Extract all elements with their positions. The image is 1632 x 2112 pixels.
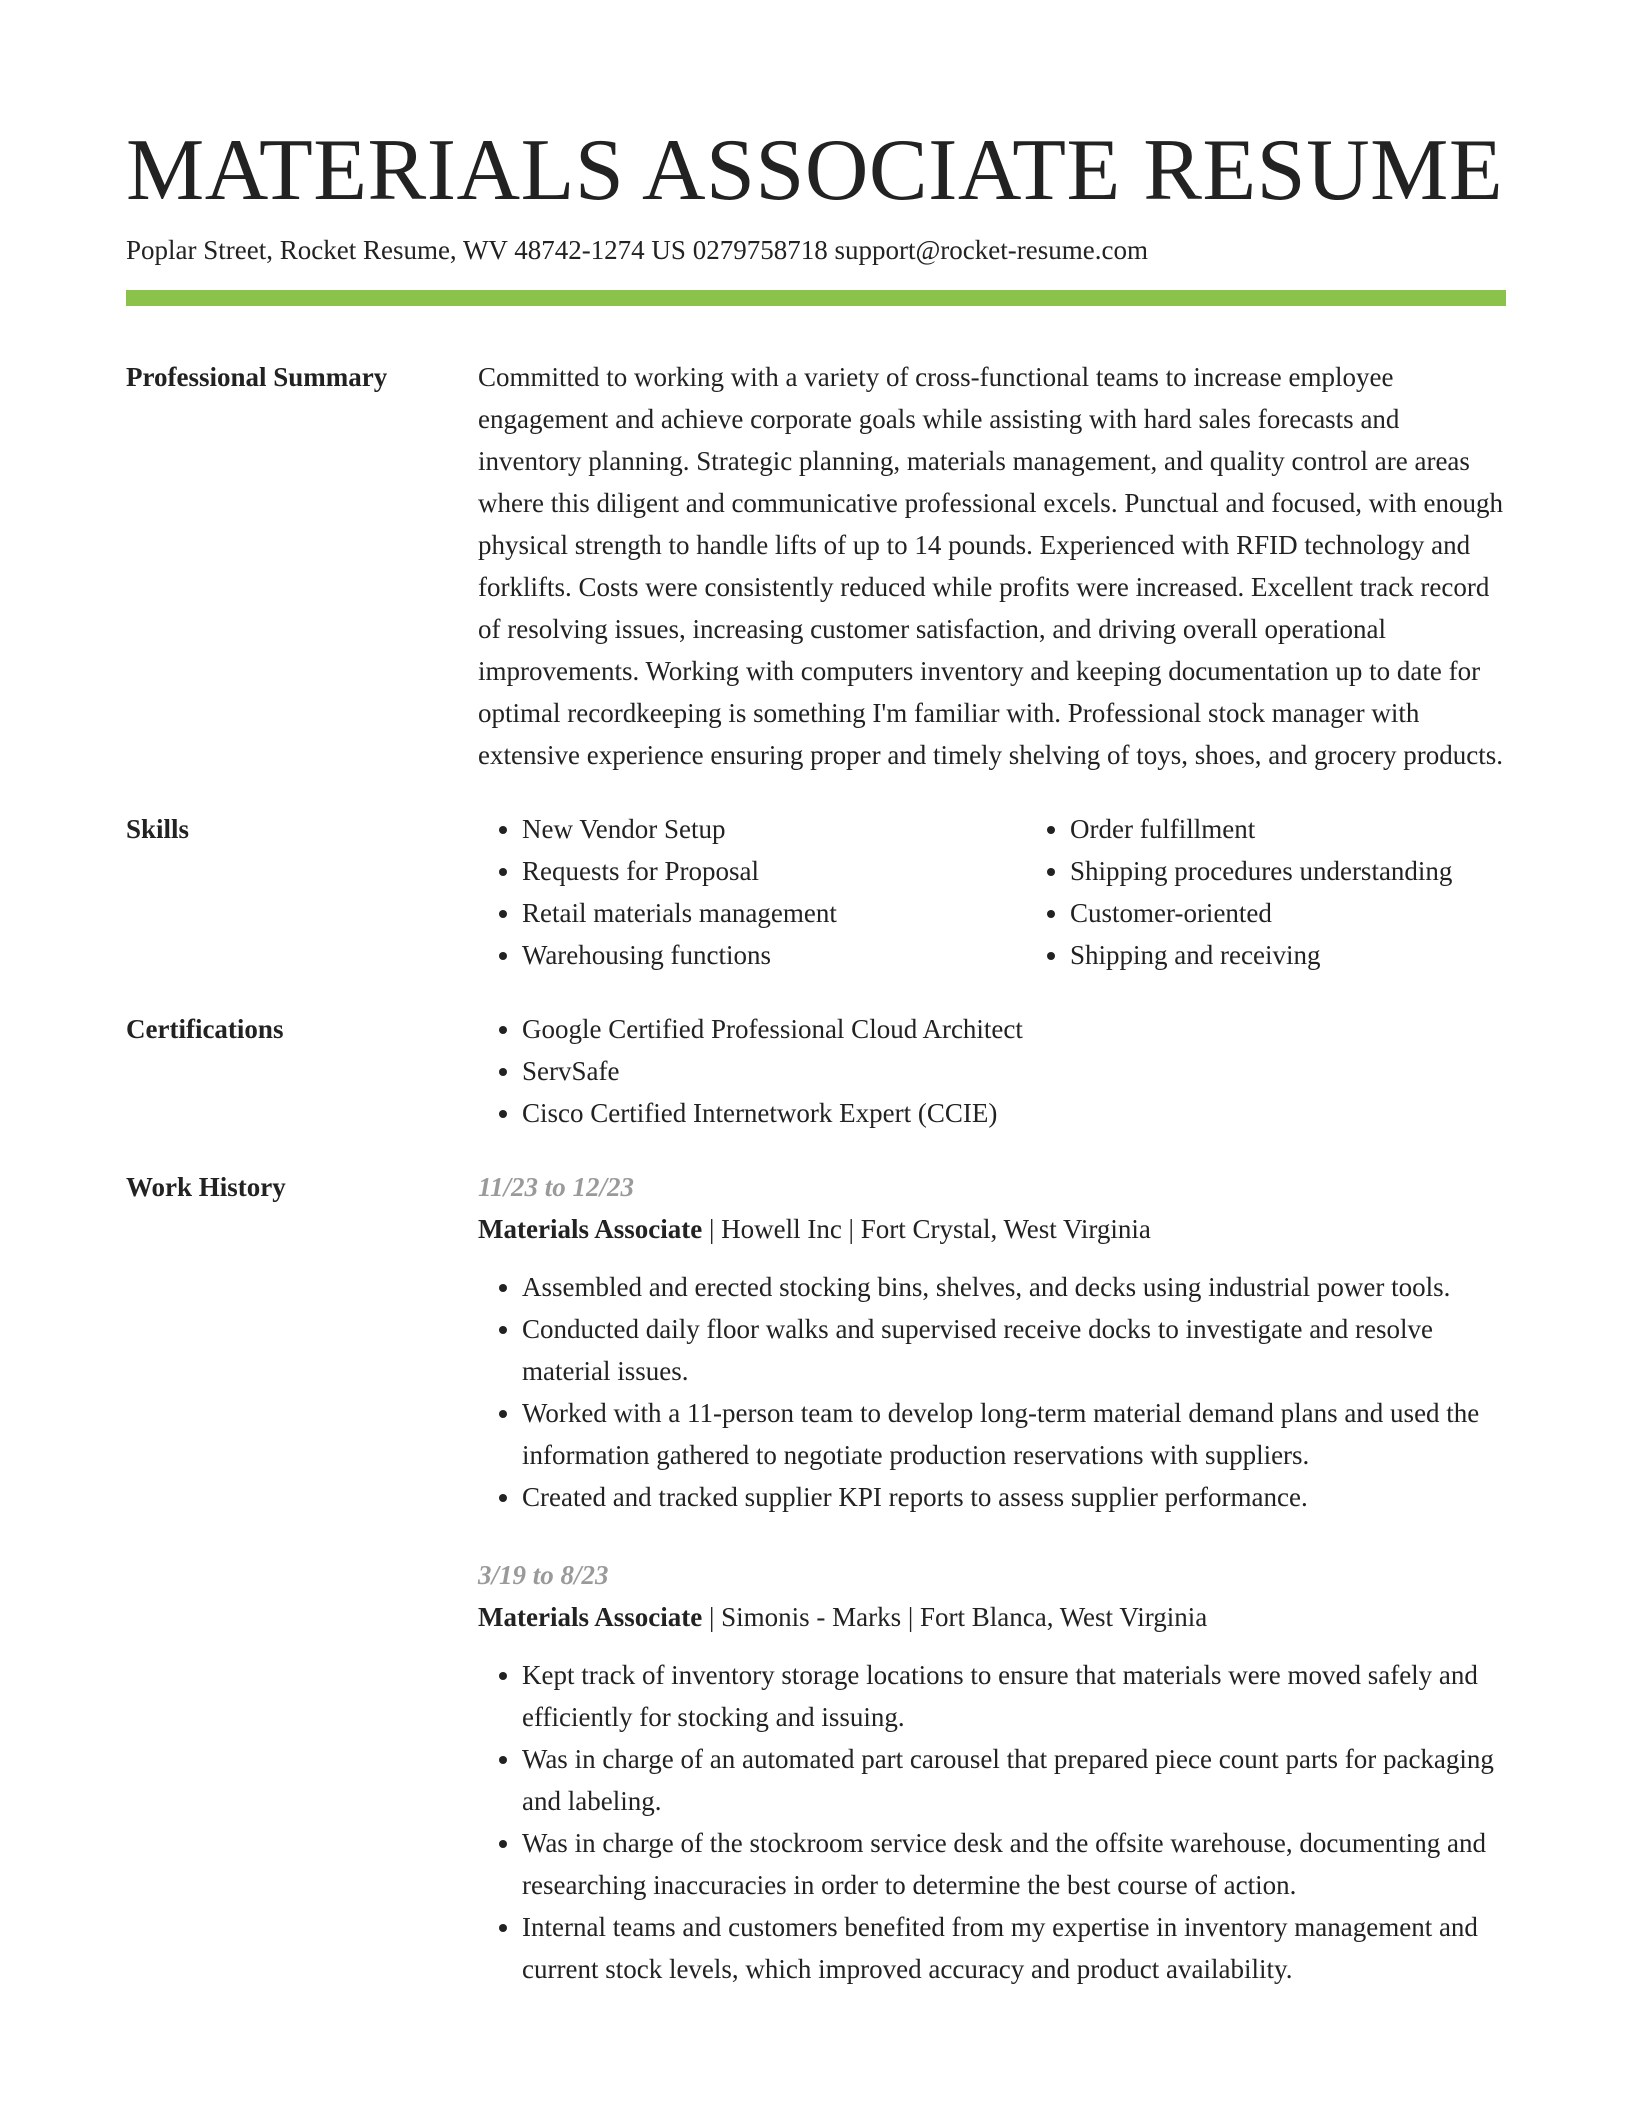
- summary-section: [126, 356, 1506, 776]
- job-entry: [478, 1166, 1506, 1518]
- certifications-section: [126, 1008, 1506, 1134]
- work-history-heading: Work History: [126, 1172, 286, 1202]
- job-bullet: • Assembled and erected stocking bins, shelves, and decks using industrial power tools.: [522, 1266, 1506, 1308]
- job-employer-location: | Howell Inc | Fort Crystal, West Virginia: [702, 1214, 1151, 1244]
- job-bullet: • Created and tracked supplier KPI reports to assess supplier performance.: [522, 1476, 1506, 1518]
- job-bullet: • Kept track of inventory storage locations to ensure that materials were moved safely and efficiently for stocking and issuing.: [522, 1654, 1506, 1738]
- certification-item: • Google Certified Professional Cloud Architect: [522, 1008, 1506, 1050]
- resume-title: MATERIALS ASSOCIATE RESUME: [126, 122, 1504, 219]
- contact-line: Poplar Street, Rocket Resume, WV 48742-1274 US 0279758718 support@rocket-resume.com: [126, 235, 1148, 265]
- job-bullet: • Internal teams and customers benefited from my expertise in inventory management and current stock levels, which improved accuracy and product availability.: [522, 1906, 1506, 1990]
- job-title: Materials Associate: [478, 1602, 703, 1632]
- certification-item: • ServSafe: [522, 1050, 1506, 1092]
- job-bullet: • Was in charge of an automated part carousel that prepared piece count parts for packaging and labeling.: [522, 1738, 1506, 1822]
- skill-item: • Warehousing functions: [522, 934, 1026, 976]
- work-history-section: [126, 1166, 1506, 2026]
- job-bullet: • Was in charge of the stockroom service desk and the offsite warehouse, documenting and researching inaccuracies in order to determine the best course of action.: [522, 1822, 1506, 1906]
- certification-item: • Cisco Certified Internetwork Expert (CCIE): [522, 1092, 1506, 1134]
- job-bullets: [478, 1654, 1506, 1990]
- job-bullet: • Conducted daily floor walks and supervised receive docks to investigate and resolve material issues.: [522, 1308, 1506, 1392]
- skill-item: • Customer-oriented: [1070, 892, 1574, 934]
- skills-heading: Skills: [126, 814, 190, 844]
- certifications-list: [478, 1008, 1506, 1134]
- certifications-heading: Certifications: [126, 1014, 284, 1044]
- job-employer-location: | Simonis - Marks | Fort Blanca, West Virginia: [702, 1602, 1208, 1632]
- job-dates: 11/23 to 12/23: [478, 1172, 635, 1202]
- accent-divider: [126, 290, 1506, 306]
- skills-list-right: [1026, 808, 1574, 976]
- job-bullet: • Worked with a 11-person team to develop long-term material demand plans and used the information gathered to negotiate production reservations with suppliers.: [522, 1392, 1506, 1476]
- summary-heading: Professional Summary: [126, 362, 388, 392]
- skill-item: • Requests for Proposal: [522, 850, 1026, 892]
- skills-list-left: [478, 808, 1026, 976]
- skills-section: [126, 808, 1506, 976]
- job-entry: [478, 1554, 1506, 1990]
- skill-item: • Shipping procedures understanding: [1070, 850, 1574, 892]
- skill-item: • New Vendor Setup: [522, 808, 1026, 850]
- job-bullets: [478, 1266, 1506, 1518]
- job-header: [478, 1208, 1506, 1250]
- job-title: Materials Associate: [478, 1214, 703, 1244]
- skill-item: • Retail materials management: [522, 892, 1026, 934]
- skill-item: • Shipping and receiving: [1070, 934, 1574, 976]
- summary-text: Committed to working with a variety of cross-functional teams to increase employee engagement and achieve corporate goals while assisting with hard sales forecasts and inventory planning. Strategic planning, materials management, and quality control are areas where this diligent and communicative professional excels. Punctual and focused, with enough physical strength to handle lifts of up to 14 pounds. Experienced with RFID technology and forklifts. Costs were consistently reduced while profits were increased. Excellent track record of resolving issues, increasing customer satisfaction, and driving overall operational improvements. Working with computers inventory and keeping documentation up to date for optimal recordkeeping is something I'm familiar with. Professional stock manager with extensive experience ensuring proper and timely shelving of toys, shoes, and grocery products.: [478, 362, 1503, 770]
- job-header: [478, 1596, 1506, 1638]
- skill-item: • Order fulfillment: [1070, 808, 1574, 850]
- job-dates: 3/19 to 8/23: [478, 1560, 609, 1590]
